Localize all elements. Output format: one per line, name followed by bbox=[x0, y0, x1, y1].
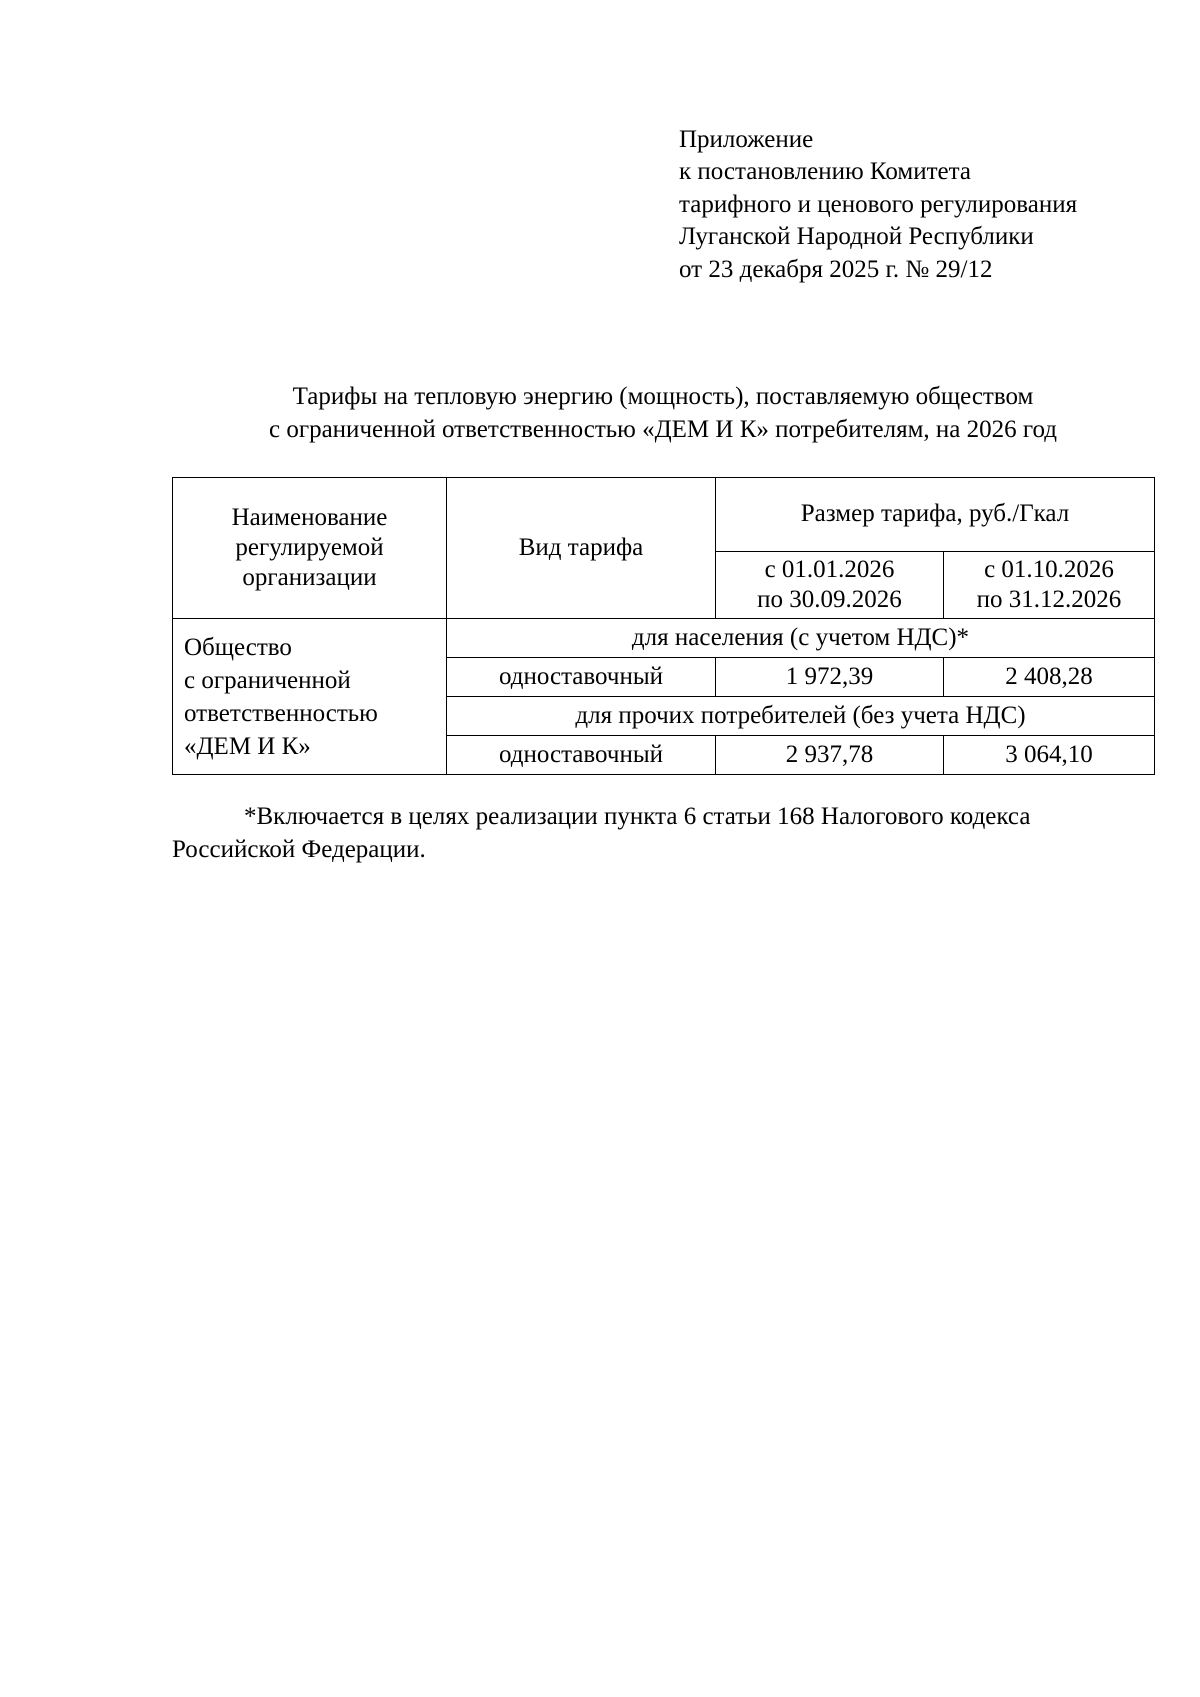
annex-line: от 23 декабря 2025 г. № 29/12 bbox=[679, 255, 993, 283]
annex-line: Луганской Народной Республики bbox=[679, 223, 1034, 251]
group-label-population: для населения (с учетом НДС)* bbox=[447, 619, 1155, 658]
footnote-line-1: *Включается в целях реализации пункта 6 статьи 168 Налогового кодекса bbox=[244, 803, 1031, 830]
annex-line: к постановлению Комитета bbox=[679, 158, 971, 186]
document-title bbox=[150, 380, 1176, 446]
footnote bbox=[172, 800, 1156, 866]
title-line-2: с ограниченной ответственностью «ДЕМ И К» потребителям, на 2026 год bbox=[268, 416, 1058, 443]
tariff-value-cell: 1 972,39 bbox=[716, 658, 944, 697]
tariff-table bbox=[172, 477, 1155, 775]
tariff-type-cell: одноставочный bbox=[447, 736, 716, 775]
footnote-line-2: Российской Федерации. bbox=[172, 836, 426, 863]
organization-cell: Общество с ограниченной ответственностью «ДЕМ И К» bbox=[173, 619, 447, 775]
group-label-other-consumers: для прочих потребителей (без учета НДС) bbox=[447, 697, 1155, 736]
title-line-1: Тарифы на тепловую энергию (мощность), поставляемую обществом bbox=[292, 383, 1034, 410]
tariff-value-cell: 3 064,10 bbox=[944, 736, 1155, 775]
tariff-type-cell: одноставочный bbox=[447, 658, 716, 697]
annex-line: тарифного и ценового регулирования bbox=[679, 190, 1078, 218]
annex-block bbox=[679, 124, 1077, 286]
header-period-2: с 01.10.2026 по 31.12.2026 bbox=[944, 551, 1155, 618]
tariff-value-cell: 2 408,28 bbox=[944, 658, 1155, 697]
header-tariff-type: Вид тарифа bbox=[447, 478, 716, 619]
annex-line: Приложение bbox=[679, 126, 814, 153]
tariff-value-cell: 2 937,78 bbox=[716, 736, 944, 775]
header-tariff-size: Размер тарифа, руб./Гкал bbox=[716, 478, 1155, 552]
header-org-name: Наименование регулируемой организации bbox=[173, 478, 447, 619]
header-period-1: с 01.01.2026 по 30.09.2026 bbox=[716, 551, 944, 618]
